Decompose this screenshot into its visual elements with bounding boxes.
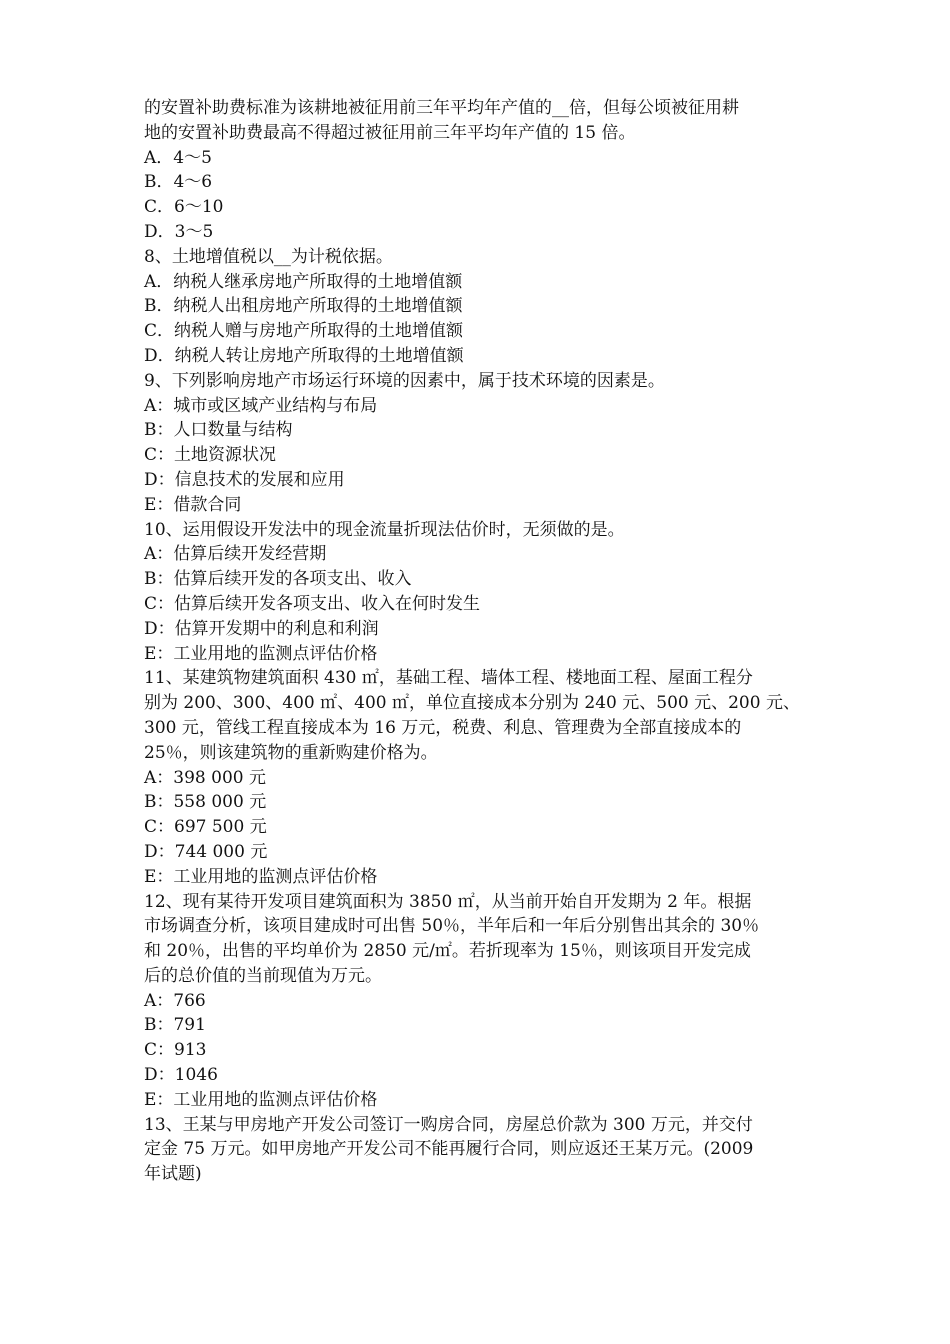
question-line: 年试题) xyxy=(144,1164,202,1185)
text-line: 的安置补助费标准为该耕地被征用前三年平均年产值的__倍，但每公顷被征用耕 xyxy=(144,98,739,118)
option-line: D：1046 xyxy=(144,1065,218,1086)
question-line: 13、王某与甲房地产开发公司签订一购房合同，房屋总价款为 300 万元，并交付 xyxy=(144,1114,753,1135)
question-line: 定金 75 万元。如甲房地产开发公司不能再履行合同，则应返还王某万元。(2009 xyxy=(144,1139,754,1160)
question-line: 市场调查分析，该项目建成时可出售 50％，半年后和一年后分别售出其余的 30％ xyxy=(144,916,760,937)
option-line: A：766 xyxy=(144,990,206,1011)
question-line: 9、下列影响房地产市场运行环境的因素中，属于技术环境的因素是。 xyxy=(144,370,665,391)
option-line: E：工业用地的监测点评估价格 xyxy=(144,1089,378,1110)
document-body xyxy=(144,96,808,1187)
option-line: D．纳税人转让房地产所取得的土地增值额 xyxy=(144,345,464,366)
option-line: C：估算后续开发各项支出、收入在何时发生 xyxy=(144,593,481,614)
question-line: 8、土地增值税以__为计税依据。 xyxy=(144,246,393,267)
question-line: 和 20％，出售的平均单价为 2850 元/㎡。若折现率为 15％，则该项目开发完成 xyxy=(144,941,751,962)
option-line: C．6～10 xyxy=(144,197,224,218)
option-line: A：398 000 元 xyxy=(144,767,266,788)
text-line: 地的安置补助费最高不得超过被征用前三年平均年产值的 15 倍。 xyxy=(144,122,636,143)
question-line: 后的总价值的当前现值为万元。 xyxy=(144,965,382,986)
question-line: 25％，则该建筑物的重新购建价格为。 xyxy=(144,742,438,763)
question-line: 10、运用假设开发法中的现金流量折现法估价时，无须做的是。 xyxy=(144,519,625,540)
question-line: 别为 200、300、400 ㎡、400 ㎡，单位直接成本分别为 240 元、500 元、200 元、 xyxy=(144,693,800,714)
option-line: C：土地资源状况 xyxy=(144,445,277,466)
question-line: 11、某建筑物建筑面积 430 ㎡，基础工程、墙体工程、楼地面工程、屋面工程分 xyxy=(144,668,753,689)
option-line: C．纳税人赠与房地产所取得的土地增值额 xyxy=(144,321,464,342)
option-line: C：697 500 元 xyxy=(144,817,267,838)
option-line: E：借款合同 xyxy=(144,494,242,515)
option-line: A：估算后续开发经营期 xyxy=(144,544,327,565)
option-line: B：791 xyxy=(144,1015,206,1036)
option-line: D：744 000 元 xyxy=(144,841,268,862)
option-line: D：信息技术的发展和应用 xyxy=(144,469,345,490)
option-line: E：工业用地的监测点评估价格 xyxy=(144,643,378,664)
option-line: B．4～6 xyxy=(144,172,213,193)
option-line: B：估算后续开发的各项支出、收入 xyxy=(144,569,412,590)
option-line: A．4～5 xyxy=(144,147,212,168)
option-line: D．3～5 xyxy=(144,221,214,242)
option-line: E：工业用地的监测点评估价格 xyxy=(144,866,378,887)
option-line: B：人口数量与结构 xyxy=(144,420,293,441)
option-line: D：估算开发期中的利息和利润 xyxy=(144,618,379,639)
option-line: A．纳税人继承房地产所取得的土地增值额 xyxy=(144,271,463,292)
option-line: B：558 000 元 xyxy=(144,792,267,813)
question-line: 300 元，管线工程直接成本为 16 万元，税费、利息、管理费为全部直接成本的 xyxy=(144,717,742,738)
option-line: A：城市或区域产业结构与布局 xyxy=(144,395,378,416)
question-line: 12、现有某待开发项目建筑面积为 3850 ㎡，从当前开始自开发期为 2 年。根据 xyxy=(144,891,752,912)
option-line: B．纳税人出租房地产所取得的土地增值额 xyxy=(144,296,463,317)
option-line: C：913 xyxy=(144,1040,207,1061)
